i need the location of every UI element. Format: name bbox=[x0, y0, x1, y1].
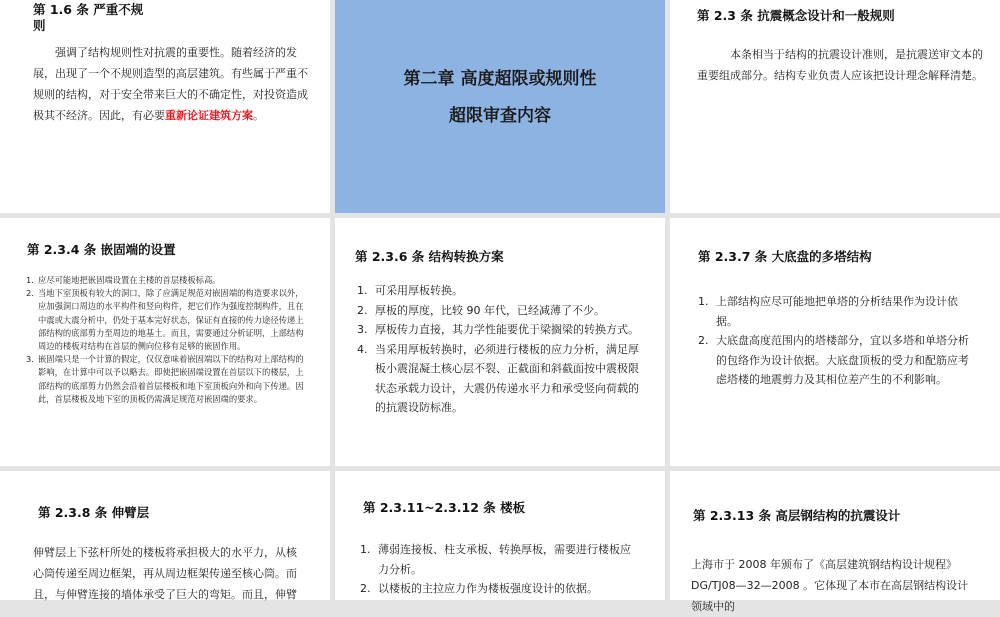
slide-title: 第 2.3.4 条 嵌固端的设置 bbox=[27, 242, 176, 257]
slide-thumbnail-2-3-4[interactable] bbox=[0, 218, 330, 466]
slide-thumbnail-2-3-13[interactable] bbox=[670, 471, 1000, 613]
slide-title: 第 2.3.7 条 大底盘的多塔结构 bbox=[698, 249, 872, 264]
list-item: 3. 厚板传力直接，其力学性能要优于梁搁梁的转换方式。 bbox=[357, 323, 639, 336]
slide-paragraph: 本条相当于结构的抗震设计准则，是抗震送审文本的重要组成部分。结构专业负责人应该把设计理念解释清楚。 bbox=[697, 48, 983, 82]
list-item: 4. 当采用厚板转换时，必须进行楼板的应力分析，满足厚板小震混凝土核心层不裂、正截面和斜截面按中震极限状态承载力设计，大震仍传递水平力和承受竖向荷载的的抗震设防标准。 bbox=[357, 342, 639, 414]
list-item: 2. 以楼板的主拉应力作为楼板强度设计的依据。 bbox=[360, 582, 598, 595]
slide-paragraph: 伸臂层上下弦杆所处的楼板将承担极大的水平力，从核心筒传递至周边框架，再从周边框架传递至核心筒。而且，与伸臂连接的墙体承受了巨大的弯矩。而且，伸臂 bbox=[33, 546, 297, 601]
list-item: 1. 上部结构应尽可能地把单塔的分析结果作为设计依据。 bbox=[698, 295, 958, 328]
slide-title: 第 2.3.6 条 结构转换方案 bbox=[355, 249, 504, 264]
slide-title: 第 2.3.8 条 伸臂层 bbox=[38, 505, 150, 520]
list-item: 1. 薄弱连接板、柱支承板、转换厚板，需要进行楼板应力分析。 bbox=[360, 543, 631, 576]
list-item: 3. 嵌固端只是一个计算的假定，仅仅意味着嵌固端以下的结构对上部结构的影响，在计算中可以予以略去。即使把嵌固端设置在首层以下的楼层，上部结构的底部剪力仍然会沿着首层楼板和地下室顶板向外和向下传递。因此，首层楼板及地下室的顶板仍需满足规范对嵌固端的要求。 bbox=[26, 354, 304, 404]
chapter-title-line2: 超限审查内容 bbox=[449, 106, 551, 126]
list-item: 1. 可采用厚板转换。 bbox=[357, 284, 463, 297]
slide-list bbox=[698, 292, 976, 390]
slide-thumbnail-2-3[interactable] bbox=[670, 0, 1000, 213]
list-item: 1. 应尽可能地把嵌固端设置在主楼的首层楼板标高。 bbox=[26, 275, 221, 285]
slide-title: 第 1.6 条 严重不规 则 bbox=[33, 2, 144, 33]
list-item: 2. 厚板的厚度，比较 90 年代，已经减薄了不少。 bbox=[357, 303, 605, 317]
slide-thumbnail-1-6[interactable] bbox=[0, 0, 330, 213]
slide-list bbox=[360, 540, 638, 599]
slide-paragraph: 强调了结构规则性对抗震的重要性。随着经济的发展，出现了一个不规则造型的高层建筑。有些属于严重不规则的结构，对于安全带来巨大的不确定性，对投资造成极其不经济。因此，有必要重新论证建筑方案。 bbox=[33, 46, 308, 122]
slide-list bbox=[357, 281, 641, 418]
slide-list bbox=[26, 274, 308, 406]
highlight-text: 重新论证建筑方案 bbox=[165, 109, 253, 122]
slide-thumbnail-2-3-8[interactable] bbox=[0, 471, 330, 600]
slide-title: 第 2.3 条 抗震概念设计和一般规则 bbox=[697, 8, 895, 23]
slide-title: 第 2.3.13 条 高层钢结构的抗震设计 bbox=[693, 508, 901, 523]
list-item: 2. 大底盘高度范围内的塔楼部分，宜以多塔和单塔分析的包络作为设计依据。大底盘顶板的受力和配筋应考虑塔楼的地震剪力及其相位差产生的不利影响。 bbox=[698, 334, 969, 386]
slide-thumbnail-2-3-7[interactable] bbox=[670, 218, 1000, 466]
list-item: 2. 当地下室顶板有较大的洞口，除了应满足规范对嵌固端的构造要求以外，应加强洞口周边的水平构件和竖向构件，把它们作为强度控制构件，且在中震或大震分析中，仍处于基本完好状态，保证有直接的传力途径传递上部结构的底部剪力至周边的地基土。而且，需要通过分析证明，上部结构周边的楼板对结构在首层的侧向位移有足够的嵌固作用。 bbox=[26, 288, 304, 352]
slide-paragraph: 上海市于 2008 年颁布了《高层建筑钢结构设计规程》 DG/TJ08—32—2008 。它体现了本市在高层钢结构设计领域中的 bbox=[691, 558, 969, 613]
slide-thumbnail-2-3-11[interactable] bbox=[335, 471, 665, 600]
slide-thumbnail-2-3-6[interactable] bbox=[335, 218, 665, 466]
chapter-title-line1: 第二章 高度超限或规则性 bbox=[403, 69, 597, 89]
slide-thumbnail-chapter-2[interactable] bbox=[335, 0, 665, 213]
slide-title: 第 2.3.11~2.3.12 条 楼板 bbox=[363, 500, 526, 515]
